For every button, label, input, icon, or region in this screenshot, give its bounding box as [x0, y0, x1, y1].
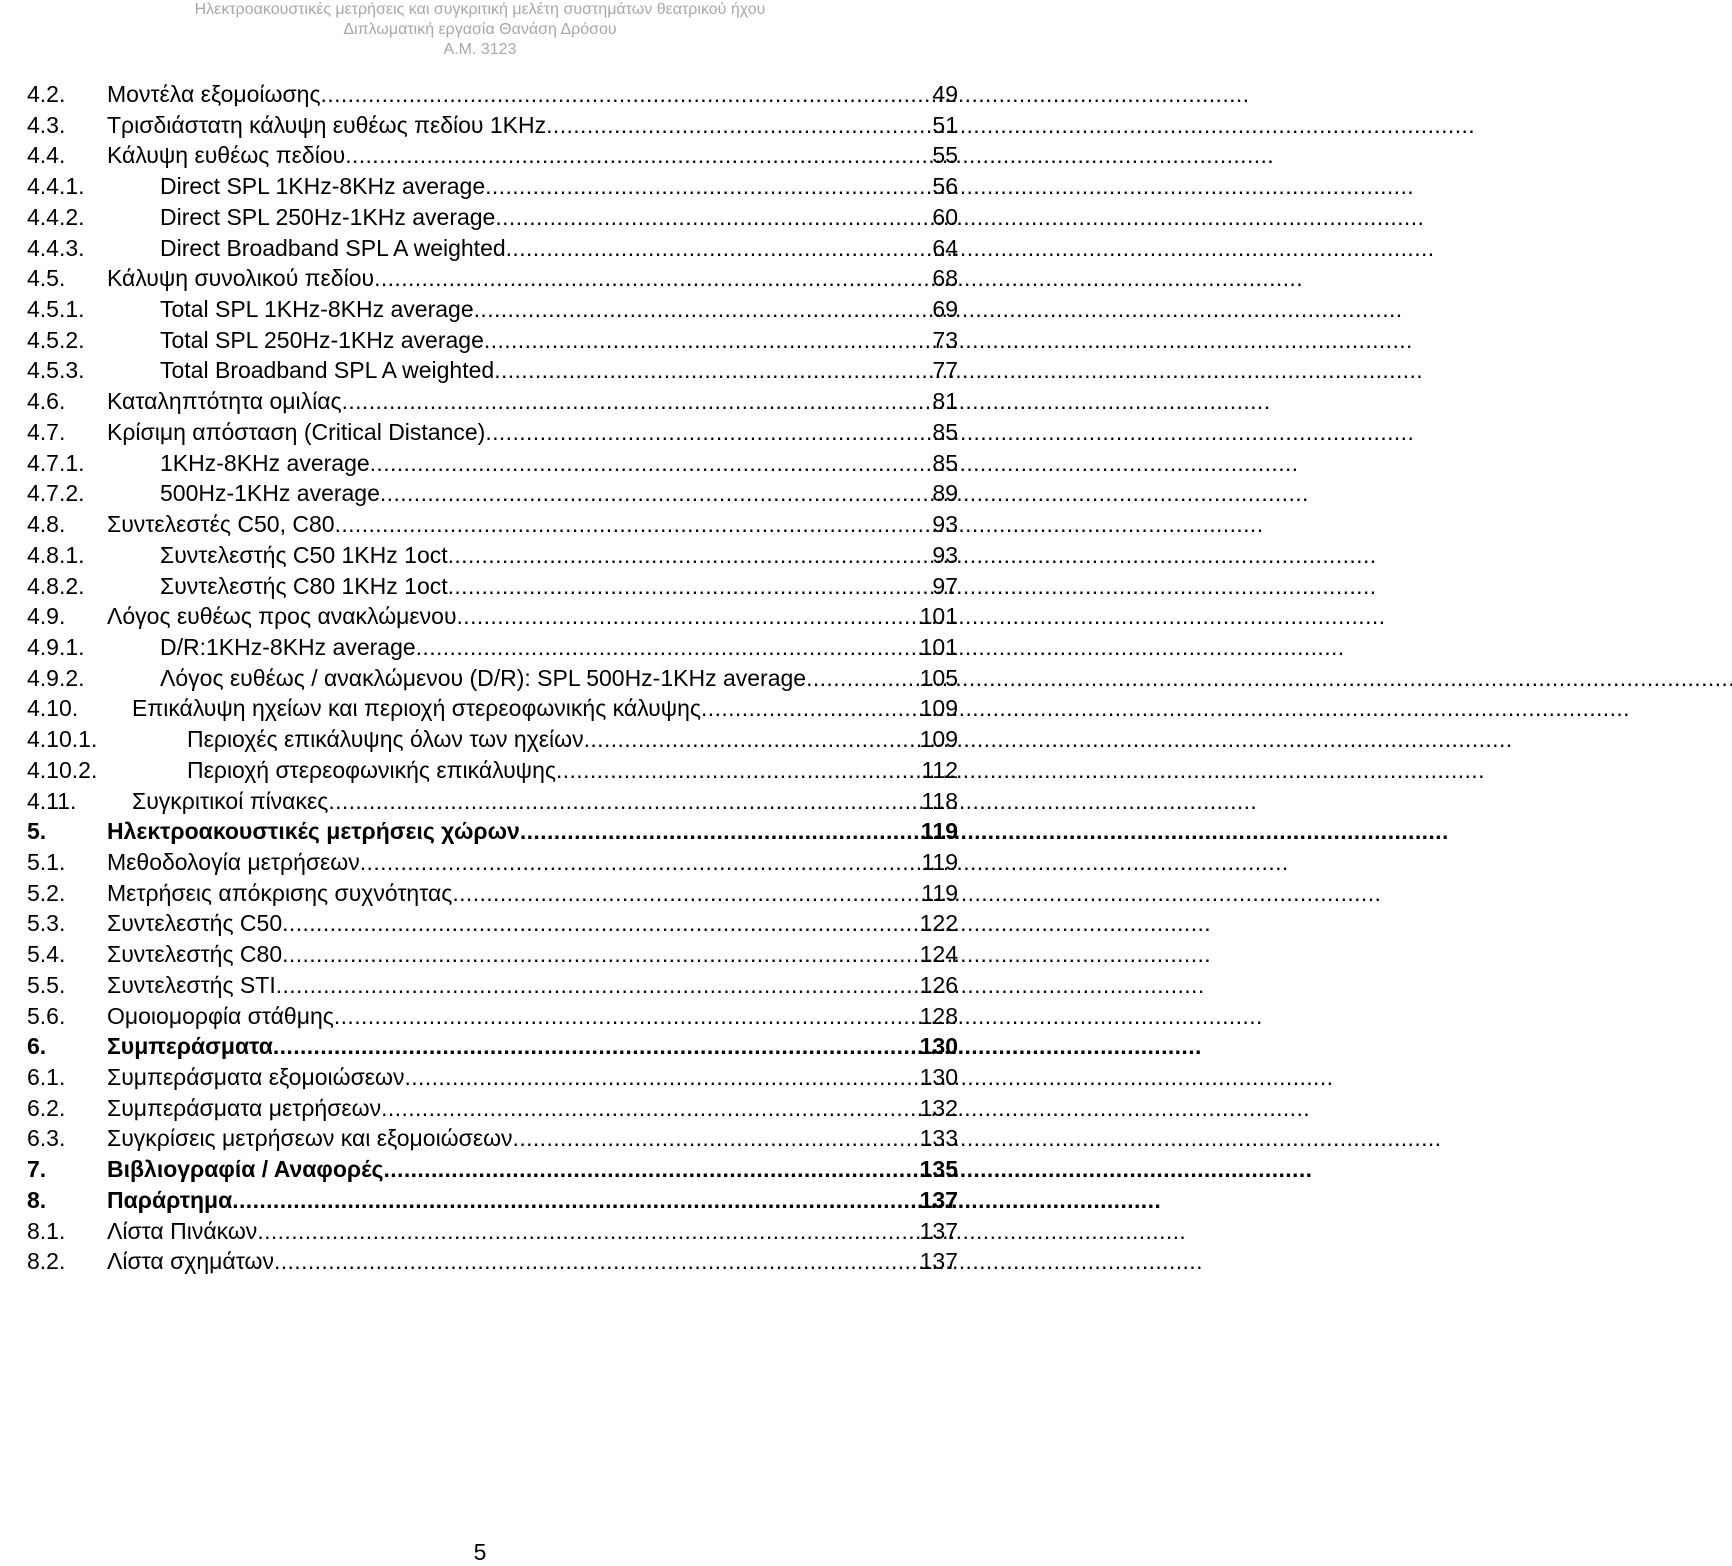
toc-entry-title: Συντελεστής C50	[107, 910, 283, 937]
toc-entry[interactable]	[27, 603, 958, 634]
toc-entry-page: 128	[919, 1002, 958, 1029]
toc-entry[interactable]	[27, 1033, 958, 1064]
toc-entry-number: 4.9.	[27, 603, 66, 630]
toc-entry-number: 4.9.2.	[27, 664, 85, 691]
toc-leader-dots	[273, 1033, 920, 1060]
toc-entry[interactable]	[27, 204, 958, 235]
toc-entry-page: 93	[932, 541, 958, 568]
toc-entry-page: 112	[921, 756, 958, 783]
toc-entry-page: 133	[919, 1125, 958, 1152]
toc-entry-number: 4.4.3.	[27, 234, 85, 261]
toc-leader-dots	[484, 327, 922, 354]
toc-entry-page: 137	[919, 1248, 958, 1275]
toc-entry-number: 5.1.	[27, 848, 66, 875]
toc-entry[interactable]	[27, 941, 958, 972]
toc-entry-title: Τρισδιάστατη κάλυψη ευθέως πεδίου 1KHz	[107, 111, 547, 138]
toc-entry-page: 49	[932, 81, 958, 107]
toc-entry[interactable]	[27, 419, 958, 450]
toc-entry-number: 5.2.	[27, 879, 66, 906]
toc-entry[interactable]	[27, 1187, 958, 1218]
toc-entry-title: Λίστα Πινάκων	[107, 1217, 258, 1244]
toc-leader-dots	[485, 173, 922, 200]
toc-entry-page: 137	[919, 1217, 958, 1244]
toc-leader-dots	[276, 972, 920, 999]
toc-entry-page: 101	[919, 603, 958, 630]
toc-entry-title: Λίστα σχημάτων	[107, 1248, 274, 1275]
header-student-id: Α.Μ. 3123	[443, 41, 517, 58]
toc-entry-page: 85	[932, 449, 958, 476]
toc-leader-dots	[404, 1064, 919, 1091]
toc-entry-title: Ηλεκτροακουστικές μετρήσεις χώρων	[107, 818, 520, 845]
toc-entry-number: 4.4.2.	[27, 203, 85, 230]
toc-entry-title: Μεθοδολογία μετρήσεων	[107, 848, 360, 875]
toc-leader-dots	[282, 910, 919, 937]
toc-leader-dots	[485, 419, 922, 446]
toc-entry-number: 5.4.	[27, 941, 66, 968]
toc-entry[interactable]	[27, 142, 958, 173]
toc-entry-page: 137	[919, 1186, 958, 1213]
toc-entry[interactable]	[27, 1125, 958, 1156]
toc-leader-dots	[474, 296, 922, 323]
toc-leader-dots	[345, 142, 922, 169]
toc-leader-dots	[380, 480, 922, 507]
toc-entry-number: 4.9.1.	[27, 633, 85, 660]
toc-entry[interactable]	[27, 1156, 958, 1187]
toc-entry-page: 124	[919, 941, 958, 968]
toc-entry[interactable]	[27, 757, 958, 788]
toc-entry-title: Συντελεστής C80	[107, 941, 283, 968]
toc-entry[interactable]	[27, 1003, 958, 1034]
toc-entry[interactable]	[27, 573, 958, 604]
toc-leader-dots	[334, 1003, 920, 1030]
toc-entry-title: 500Hz-1KHz average	[160, 480, 380, 507]
toc-entry-page: 119	[920, 818, 958, 845]
toc-entry-number: 7.	[27, 1156, 47, 1183]
toc-entry[interactable]	[27, 1218, 958, 1249]
toc-entry-number: 4.11.	[27, 787, 77, 814]
toc-entry-page: 97	[932, 572, 958, 599]
toc-entry[interactable]	[27, 665, 958, 696]
toc-entry-page: 73	[932, 326, 958, 353]
toc-entry-page: 93	[932, 511, 958, 538]
toc-entry[interactable]	[27, 173, 958, 204]
toc-entry-page: 105	[919, 664, 958, 691]
toc-entry-title: Direct SPL 1KHz-8KHz average	[160, 173, 486, 200]
toc-entry-number: 4.8.1.	[27, 541, 85, 568]
toc-entry-title: Συμπεράσματα μετρήσεων	[107, 1094, 382, 1121]
toc-entry-page: 118	[921, 787, 958, 814]
toc-entry-title: Συντελεστής C50 1KHz 1oct	[160, 541, 448, 568]
toc-entry-page: 109	[919, 695, 958, 722]
toc-entry-title: Συντελεστές C50, C80	[107, 511, 335, 538]
toc-entry-page: 51	[932, 111, 958, 138]
page-number: 5	[473, 1539, 487, 1565]
toc-entry-page: 119	[921, 848, 958, 875]
toc-entry[interactable]	[27, 1095, 958, 1126]
toc-leader-dots	[232, 1187, 919, 1214]
toc-entry-page: 109	[919, 726, 958, 753]
toc-entry-number: 6.	[27, 1033, 47, 1060]
toc-entry-title: Συγκρίσεις μετρήσεων και εξομοιώσεων	[107, 1125, 513, 1152]
toc-entry-title: Συμπεράσματα	[107, 1033, 273, 1060]
toc-entry[interactable]	[27, 357, 958, 388]
toc-entry-number: 4.5.3.	[27, 357, 85, 384]
toc-entry-title: Παράρτημα	[107, 1186, 233, 1213]
toc-leader-dots	[448, 542, 922, 569]
toc-entry-page: 60	[932, 203, 958, 230]
toc-leader-dots	[494, 357, 922, 384]
toc-entry[interactable]	[27, 235, 958, 266]
toc-entry[interactable]	[27, 695, 958, 726]
toc-entry-number: 4.6.	[27, 388, 66, 415]
table-of-contents	[27, 81, 958, 1279]
toc-entry-title: Συντελεστής STI	[107, 971, 276, 998]
toc-entry[interactable]	[27, 849, 958, 880]
toc-entry[interactable]	[27, 634, 958, 665]
toc-entry-title: Λόγος ευθέως / ανακλώμενου (D/R): SPL 500Hz-1KHz average	[160, 664, 807, 691]
toc-entry-page: 130	[919, 1033, 958, 1060]
toc-entry-number: 4.2.	[27, 81, 66, 107]
toc-entry-title: Συγκριτικοί πίνακες	[132, 787, 329, 814]
toc-entry[interactable]	[27, 265, 958, 296]
toc-entry[interactable]	[27, 388, 958, 419]
toc-entry-page: 119	[921, 879, 958, 906]
toc-entry-number: 4.8.	[27, 511, 66, 538]
toc-leader-dots	[495, 204, 922, 231]
toc-entry[interactable]	[27, 726, 958, 757]
toc-entry-title: D/R:1KHz-8KHz average	[160, 633, 416, 660]
toc-entry[interactable]	[27, 450, 958, 481]
toc-leader-dots	[556, 757, 921, 784]
toc-entry-title: Direct Broadband SPL A weighted	[160, 234, 506, 261]
toc-entry-page: 126	[919, 971, 958, 998]
toc-entry-number: 4.5.1.	[27, 296, 85, 323]
toc-leader-dots	[282, 941, 919, 968]
toc-entry-title: Μοντέλα εξομοίωσης	[107, 81, 321, 107]
toc-entry[interactable]	[27, 1248, 958, 1279]
toc-entry-number: 5.3.	[27, 910, 66, 937]
toc-entry-number: 5.5.	[27, 971, 66, 998]
toc-entry-title: Περιοχές επικάλυψης όλων των ηχείων	[187, 726, 584, 753]
toc-entry[interactable]	[27, 327, 958, 358]
toc-entry-title: Total Broadband SPL A weighted	[160, 357, 495, 384]
toc-entry-number: 4.7.	[27, 418, 66, 445]
toc-leader-dots	[546, 112, 922, 139]
toc-entry-page: 122	[919, 910, 958, 937]
toc-entry[interactable]	[27, 296, 958, 327]
toc-entry-number: 6.2.	[27, 1094, 66, 1121]
toc-entry-page: 69	[932, 296, 958, 323]
toc-entry-number: 5.	[27, 818, 47, 845]
toc-leader-dots	[383, 1156, 919, 1183]
page-header	[0, 0, 960, 60]
toc-leader-dots	[506, 235, 922, 262]
toc-entry-number: 4.10.	[27, 695, 79, 722]
toc-entry-page: 135	[919, 1156, 958, 1183]
toc-entry-title: Συντελεστής C80 1KHz 1oct	[160, 572, 448, 599]
toc-entry-title: Total SPL 1KHz-8KHz average	[160, 296, 474, 323]
toc-entry-number: 4.5.2.	[27, 326, 85, 353]
toc-leader-dots	[416, 634, 920, 661]
toc-entry[interactable]	[27, 818, 958, 849]
toc-leader-dots	[381, 1095, 920, 1122]
toc-leader-dots	[806, 665, 920, 692]
toc-entry-title: Κάλυψη ευθέως πεδίου	[107, 142, 346, 169]
toc-leader-dots	[452, 880, 921, 907]
header-author: Διπλωματική εργασία Θανάση Δρόσου	[343, 21, 617, 38]
toc-entry-page: 130	[919, 1064, 958, 1090]
toc-entry[interactable]	[27, 511, 958, 542]
toc-entry-page: 56	[932, 173, 958, 200]
toc-entry-number: 6.1.	[27, 1064, 66, 1090]
toc-entry[interactable]	[27, 112, 958, 143]
toc-leader-dots	[701, 695, 920, 722]
toc-entry-number: 5.6.	[27, 1002, 66, 1029]
toc-entry-page: 64	[932, 234, 958, 261]
toc-entry-number: 4.4.1.	[27, 173, 85, 200]
toc-entry-title: Ομοιομορφία στάθμης	[107, 1002, 334, 1029]
toc-leader-dots	[342, 388, 922, 415]
toc-entry[interactable]	[27, 788, 958, 819]
toc-leader-dots	[374, 265, 922, 292]
toc-entry-page: 68	[932, 265, 958, 292]
toc-entry-number: 4.8.2.	[27, 572, 85, 599]
toc-entry-title: Κρίσιμη απόσταση (Critical Distance)	[107, 418, 486, 445]
toc-entry-title: Μετρήσεις απόκρισης συχνότητας	[107, 879, 453, 906]
toc-entry-page: 81	[932, 388, 958, 415]
toc-entry[interactable]	[27, 1064, 958, 1095]
toc-entry-number: 4.10.2.	[27, 756, 98, 783]
toc-leader-dots	[328, 788, 921, 815]
toc-entry-page: 101	[919, 633, 958, 660]
toc-entry-number: 6.3.	[27, 1125, 66, 1152]
toc-entry[interactable]	[27, 542, 958, 573]
toc-entry-number: 4.5.	[27, 265, 66, 292]
toc-entry-title: Καταληπτότητα ομιλίας	[107, 388, 342, 415]
toc-entry[interactable]	[27, 480, 958, 511]
toc-entry-title: Direct SPL 250Hz-1KHz average	[160, 203, 496, 230]
toc-leader-dots	[335, 511, 922, 538]
toc-entry-title: Βιβλιογραφία / Αναφορές	[107, 1156, 384, 1183]
toc-leader-dots	[520, 818, 921, 845]
toc-entry-page: 85	[932, 418, 958, 445]
toc-leader-dots	[448, 573, 922, 600]
toc-leader-dots	[257, 1218, 919, 1245]
toc-entry-page: 89	[932, 480, 958, 507]
toc-entry-number: 4.3.	[27, 111, 66, 138]
toc-leader-dots	[370, 450, 922, 477]
toc-entry-title: Total SPL 250Hz-1KHz average	[160, 326, 484, 353]
toc-entry[interactable]	[27, 972, 958, 1003]
toc-entry-page: 77	[932, 357, 958, 384]
toc-entry[interactable]	[27, 910, 958, 941]
toc-leader-dots	[457, 603, 920, 630]
toc-entry-number: 8.2.	[27, 1248, 66, 1275]
toc-entry-title: Συμπεράσματα εξομοιώσεων	[107, 1064, 405, 1090]
toc-entry-number: 8.	[27, 1186, 47, 1213]
toc-entry-number: 4.4.	[27, 142, 66, 169]
toc-entry-title: Κάλυψη συνολικού πεδίου	[107, 265, 375, 292]
toc-entry-number: 4.10.1.	[27, 726, 98, 753]
toc-entry-page: 55	[932, 142, 958, 169]
toc-entry-number: 8.1.	[27, 1217, 66, 1244]
toc-leader-dots	[321, 81, 922, 108]
toc-entry-title: Περιοχή στερεοφωνικής επικάλυψης	[187, 756, 556, 783]
toc-entry-number: 4.7.2.	[27, 480, 85, 507]
toc-entry-title: 1KHz-8KHz average	[160, 449, 370, 476]
header-thesis-title: Ηλεκτροακουστικές μετρήσεις και συγκριτική μελέτη συστημάτων θεατρικού ήχου	[194, 1, 766, 18]
toc-entry-title: Λόγος ευθέως προς ανακλώμενου	[107, 603, 457, 630]
toc-entry-page: 132	[919, 1094, 958, 1121]
toc-entry[interactable]	[27, 81, 958, 112]
toc-entry-number: 4.7.1.	[27, 449, 85, 476]
toc-entry[interactable]	[27, 880, 958, 911]
toc-leader-dots	[584, 726, 920, 753]
toc-entry-title: Επικάλυψη ηχείων και περιοχή στερεοφωνικής κάλυψης	[132, 695, 702, 722]
toc-leader-dots	[360, 849, 922, 876]
toc-leader-dots	[274, 1248, 920, 1275]
toc-leader-dots	[513, 1125, 920, 1152]
